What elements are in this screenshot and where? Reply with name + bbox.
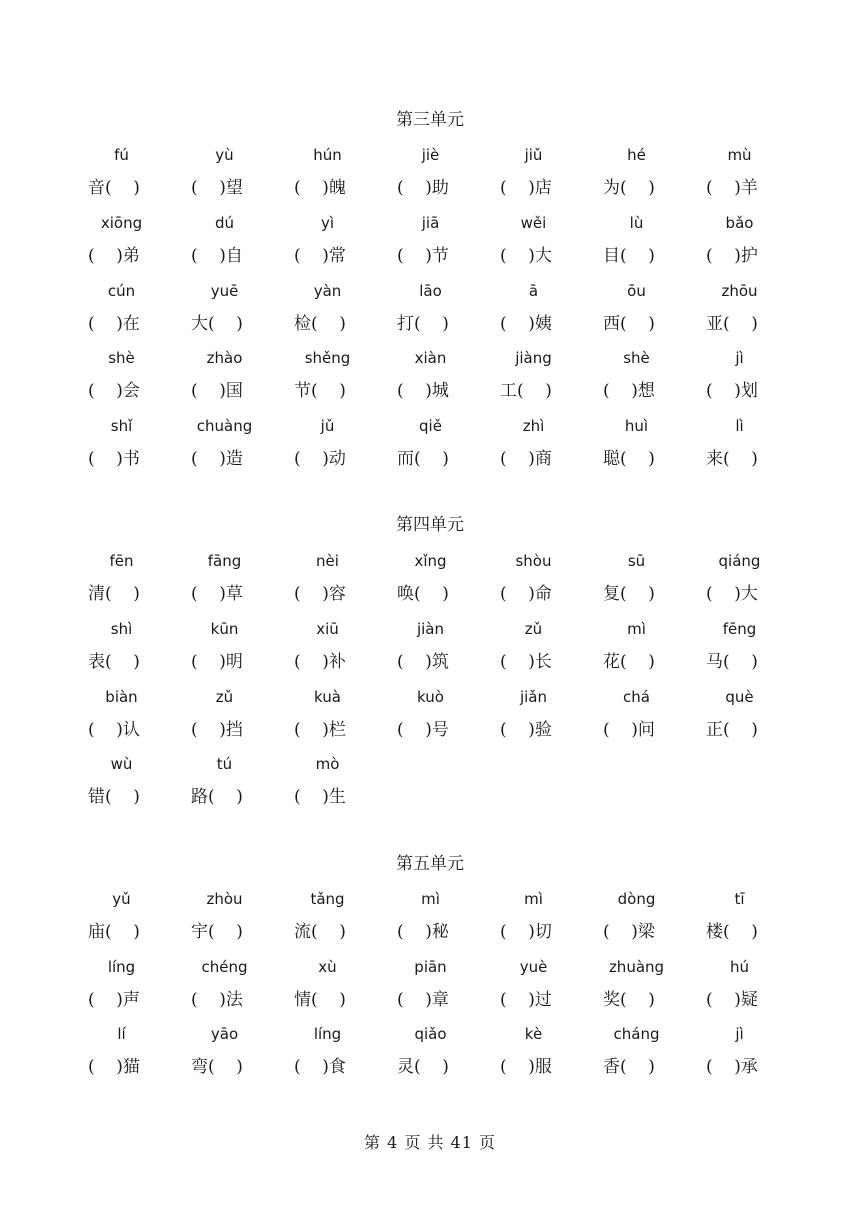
word-blank-cell[interactable]: 目( ) (603, 246, 655, 266)
pinyin-cell: cháng (613, 1025, 660, 1043)
pinyin-row (0, 955, 860, 979)
word-blank-cell[interactable]: 西( ) (603, 314, 655, 334)
word-blank-cell[interactable]: ( )节 (397, 246, 449, 266)
pinyin-cell: qiě (419, 417, 442, 435)
pinyin-cell: shòu (515, 552, 552, 570)
word-blank-cell[interactable]: ( )承 (706, 1057, 758, 1077)
word-blank-cell[interactable]: ( )容 (294, 584, 346, 604)
unit-title: 第五单元 (396, 854, 464, 874)
word-blank-cell[interactable]: 唤( ) (397, 584, 449, 604)
word-blank-cell[interactable]: ( )草 (191, 584, 243, 604)
word-blank-cell[interactable]: 错( ) (88, 787, 140, 807)
pinyin-cell: biàn (105, 688, 138, 706)
pinyin-cell: xiū (316, 620, 339, 638)
word-row (0, 176, 860, 200)
pinyin-row (0, 549, 860, 573)
word-blank-cell[interactable]: 庙( ) (88, 922, 140, 942)
word-blank-cell[interactable]: ( )认 (88, 720, 140, 740)
pinyin-cell: chá (623, 688, 650, 706)
pinyin-cell: jiǔ (524, 146, 543, 164)
pinyin-row (0, 617, 860, 641)
word-blank-cell[interactable]: 情( ) (294, 990, 346, 1010)
pinyin-cell: yǔ (112, 890, 131, 908)
word-blank-cell[interactable]: 节( ) (294, 381, 346, 401)
pinyin-cell: zhòu (206, 890, 243, 908)
pinyin-row (0, 346, 860, 370)
pinyin-cell: mì (627, 620, 646, 638)
pinyin-cell: xiōng (100, 214, 143, 232)
pinyin-cell: lù (629, 214, 644, 232)
pinyin-cell: shěng (304, 349, 351, 367)
pinyin-cell: jiè (421, 146, 440, 164)
pinyin-cell: mì (421, 890, 440, 908)
word-blank-cell[interactable]: ( )问 (603, 720, 655, 740)
pinyin-cell: wěi (520, 214, 547, 232)
word-blank-cell[interactable]: 复( ) (603, 584, 655, 604)
pinyin-row (0, 887, 860, 911)
word-blank-cell[interactable]: ( )验 (500, 720, 552, 740)
pinyin-cell: ā (528, 282, 539, 300)
pinyin-row (0, 414, 860, 438)
pinyin-cell: dòng (617, 890, 656, 908)
pinyin-cell: jì (735, 1025, 744, 1043)
word-blank-cell[interactable]: ( )长 (500, 652, 552, 672)
word-blank-cell[interactable]: 来( ) (706, 449, 758, 469)
pinyin-cell: jiā (421, 214, 440, 232)
pinyin-cell: qiǎo (414, 1025, 447, 1043)
pinyin-cell: kūn (210, 620, 239, 638)
word-blank-cell[interactable]: 音( ) (88, 178, 140, 198)
word-blank-cell[interactable]: ( )服 (500, 1057, 552, 1077)
word-blank-cell[interactable]: ( )挡 (191, 720, 243, 740)
pinyin-row (0, 211, 860, 235)
pinyin-cell: bǎo (725, 214, 754, 232)
pinyin-row (0, 685, 860, 709)
word-blank-cell[interactable]: ( )章 (397, 990, 449, 1010)
word-blank-cell[interactable]: 宇( ) (191, 922, 243, 942)
word-blank-cell[interactable]: 弯( ) (191, 1057, 243, 1077)
word-blank-cell[interactable]: ( )助 (397, 178, 449, 198)
word-blank-cell[interactable]: 大( ) (191, 314, 243, 334)
unit-title: 第三单元 (396, 110, 464, 130)
word-row (0, 988, 860, 1012)
pinyin-cell: shǐ (110, 417, 133, 435)
word-blank-cell[interactable]: ( )猫 (88, 1057, 140, 1077)
pinyin-cell: sū (627, 552, 646, 570)
word-blank-cell[interactable]: ( )造 (191, 449, 243, 469)
pinyin-cell: hún (313, 146, 342, 164)
word-blank-cell[interactable]: ( )书 (88, 449, 140, 469)
word-blank-cell[interactable]: ( )疑 (706, 990, 758, 1010)
word-blank-cell[interactable]: ( )魄 (294, 178, 346, 198)
pinyin-cell: kuò (417, 688, 444, 706)
word-blank-cell[interactable]: ( )声 (88, 990, 140, 1010)
word-blank-cell[interactable]: ( )常 (294, 246, 346, 266)
pinyin-cell: yì (320, 214, 335, 232)
pinyin-cell: dú (214, 214, 235, 232)
word-blank-cell[interactable]: 灵( ) (397, 1057, 449, 1077)
word-blank-cell[interactable]: 打( ) (397, 314, 449, 334)
word-row (0, 650, 860, 674)
word-blank-cell[interactable]: ( )城 (397, 381, 449, 401)
pinyin-cell: jiàn (416, 620, 445, 638)
pinyin-cell: piān (414, 958, 447, 976)
pinyin-cell: yāo (210, 1025, 239, 1043)
page-footer: 第 4 页 共 41 页 (364, 1133, 496, 1152)
pinyin-cell: mì (524, 890, 543, 908)
word-blank-cell[interactable]: 检( ) (294, 314, 346, 334)
pinyin-cell: líng (313, 1025, 342, 1043)
word-blank-cell[interactable]: ( )护 (706, 246, 758, 266)
pinyin-row (0, 1022, 860, 1046)
pinyin-cell: zǔ (215, 688, 234, 706)
pinyin-cell: jiǎn (519, 688, 548, 706)
word-blank-cell[interactable]: 正( ) (706, 720, 758, 740)
word-blank-cell[interactable]: ( )生 (294, 787, 346, 807)
pinyin-cell: yuè (519, 958, 548, 976)
pinyin-cell: nèi (316, 552, 339, 570)
pinyin-cell: hé (627, 146, 646, 164)
pinyin-cell: xù (318, 958, 337, 976)
pinyin-cell: wù (110, 755, 133, 773)
pinyin-cell: tī (734, 890, 745, 908)
pinyin-cell: zǔ (524, 620, 543, 638)
pinyin-cell: jǔ (320, 417, 335, 435)
pinyin-cell: qiáng (718, 552, 761, 570)
word-row (0, 920, 860, 944)
pinyin-cell: fú (114, 146, 129, 164)
pinyin-cell: líng (107, 958, 136, 976)
word-blank-cell[interactable]: ( )梁 (603, 922, 655, 942)
pinyin-cell: lì (735, 417, 744, 435)
word-blank-cell[interactable]: 而( ) (397, 449, 449, 469)
word-row (0, 1055, 860, 1079)
word-blank-cell[interactable]: 香( ) (603, 1057, 655, 1077)
pinyin-cell: tú (216, 755, 233, 773)
word-row (0, 785, 860, 809)
word-blank-cell[interactable]: ( )商 (500, 449, 552, 469)
word-blank-cell[interactable]: ( )栏 (294, 720, 346, 740)
pinyin-row (0, 143, 860, 167)
word-blank-cell[interactable]: ( )筑 (397, 652, 449, 672)
word-blank-cell[interactable]: ( )明 (191, 652, 243, 672)
word-blank-cell[interactable]: 马( ) (706, 652, 758, 672)
word-row (0, 447, 860, 471)
word-blank-cell[interactable]: ( )过 (500, 990, 552, 1010)
word-blank-cell[interactable]: ( )命 (500, 584, 552, 604)
word-row (0, 244, 860, 268)
pinyin-cell: chéng (201, 958, 248, 976)
word-blank-cell[interactable]: ( )动 (294, 449, 346, 469)
pinyin-cell: shì (110, 620, 133, 638)
word-blank-cell[interactable]: ( )划 (706, 381, 758, 401)
word-blank-cell[interactable]: ( )大 (500, 246, 552, 266)
word-blank-cell[interactable]: 楼( ) (706, 922, 758, 942)
pinyin-cell: lāo (419, 282, 442, 300)
pinyin-cell: mò (315, 755, 340, 773)
pinyin-cell: lí (117, 1025, 126, 1043)
pinyin-cell: shè (623, 349, 650, 367)
pinyin-row (0, 279, 860, 303)
pinyin-cell: yù (215, 146, 234, 164)
pinyin-cell: kuà (314, 688, 341, 706)
pinyin-cell: fēn (109, 552, 134, 570)
word-blank-cell[interactable]: ( )自 (191, 246, 243, 266)
pinyin-cell: hú (729, 958, 749, 976)
pinyin-row (0, 752, 860, 776)
pinyin-cell: kè (524, 1025, 543, 1043)
pinyin-cell: yuē (210, 282, 239, 300)
word-blank-cell[interactable]: ( )秘 (397, 922, 449, 942)
word-blank-cell[interactable]: ( )大 (706, 584, 758, 604)
pinyin-cell: huì (624, 417, 649, 435)
pinyin-cell: zhào (206, 349, 243, 367)
word-blank-cell[interactable]: 亚( ) (706, 314, 758, 334)
word-blank-cell[interactable]: ( )望 (191, 178, 243, 198)
word-blank-cell[interactable]: 聪( ) (603, 449, 655, 469)
word-blank-cell[interactable]: ( )号 (397, 720, 449, 740)
unit-title: 第四单元 (396, 515, 464, 535)
pinyin-cell: zhuàng (608, 958, 665, 976)
word-blank-cell[interactable]: 路( ) (191, 787, 243, 807)
pinyin-cell: xǐng (414, 552, 447, 570)
pinyin-cell: yàn (313, 282, 342, 300)
pinyin-cell: zhì (522, 417, 545, 435)
word-blank-cell[interactable]: ( )会 (88, 381, 140, 401)
pinyin-cell: ōu (627, 282, 646, 300)
pinyin-cell: què (725, 688, 754, 706)
word-blank-cell[interactable]: ( )国 (191, 381, 243, 401)
word-blank-cell[interactable]: ( )姨 (500, 314, 552, 334)
word-blank-cell[interactable]: 流( ) (294, 922, 346, 942)
pinyin-cell: xiàn (414, 349, 447, 367)
pinyin-cell: fēng (722, 620, 757, 638)
word-blank-cell[interactable]: ( )食 (294, 1057, 346, 1077)
word-blank-cell[interactable]: 清( ) (88, 584, 140, 604)
word-blank-cell[interactable]: 表( ) (88, 652, 140, 672)
word-blank-cell[interactable]: ( )切 (500, 922, 552, 942)
word-blank-cell[interactable]: ( )在 (88, 314, 140, 334)
pinyin-cell: tǎng (310, 890, 345, 908)
pinyin-cell: shè (108, 349, 135, 367)
word-blank-cell[interactable]: 花( ) (603, 652, 655, 672)
word-row (0, 582, 860, 606)
pinyin-cell: jì (735, 349, 744, 367)
pinyin-cell: mù (727, 146, 752, 164)
word-blank-cell[interactable]: 为( ) (603, 178, 655, 198)
word-row (0, 718, 860, 742)
word-row (0, 379, 860, 403)
word-blank-cell[interactable]: ( )想 (603, 381, 655, 401)
pinyin-cell: zhōu (721, 282, 758, 300)
word-blank-cell[interactable]: ( )店 (500, 178, 552, 198)
word-blank-cell[interactable]: ( )弟 (88, 246, 140, 266)
word-blank-cell[interactable]: ( )补 (294, 652, 346, 672)
word-row (0, 312, 860, 336)
word-blank-cell[interactable]: ( )羊 (706, 178, 758, 198)
pinyin-cell: chuàng (196, 417, 253, 435)
pinyin-cell: cún (107, 282, 136, 300)
word-blank-cell[interactable]: 奖( ) (603, 990, 655, 1010)
word-blank-cell[interactable]: ( )法 (191, 990, 243, 1010)
pinyin-cell: jiàng (515, 349, 552, 367)
pinyin-cell: fāng (207, 552, 242, 570)
word-blank-cell[interactable]: 工( ) (500, 381, 552, 401)
